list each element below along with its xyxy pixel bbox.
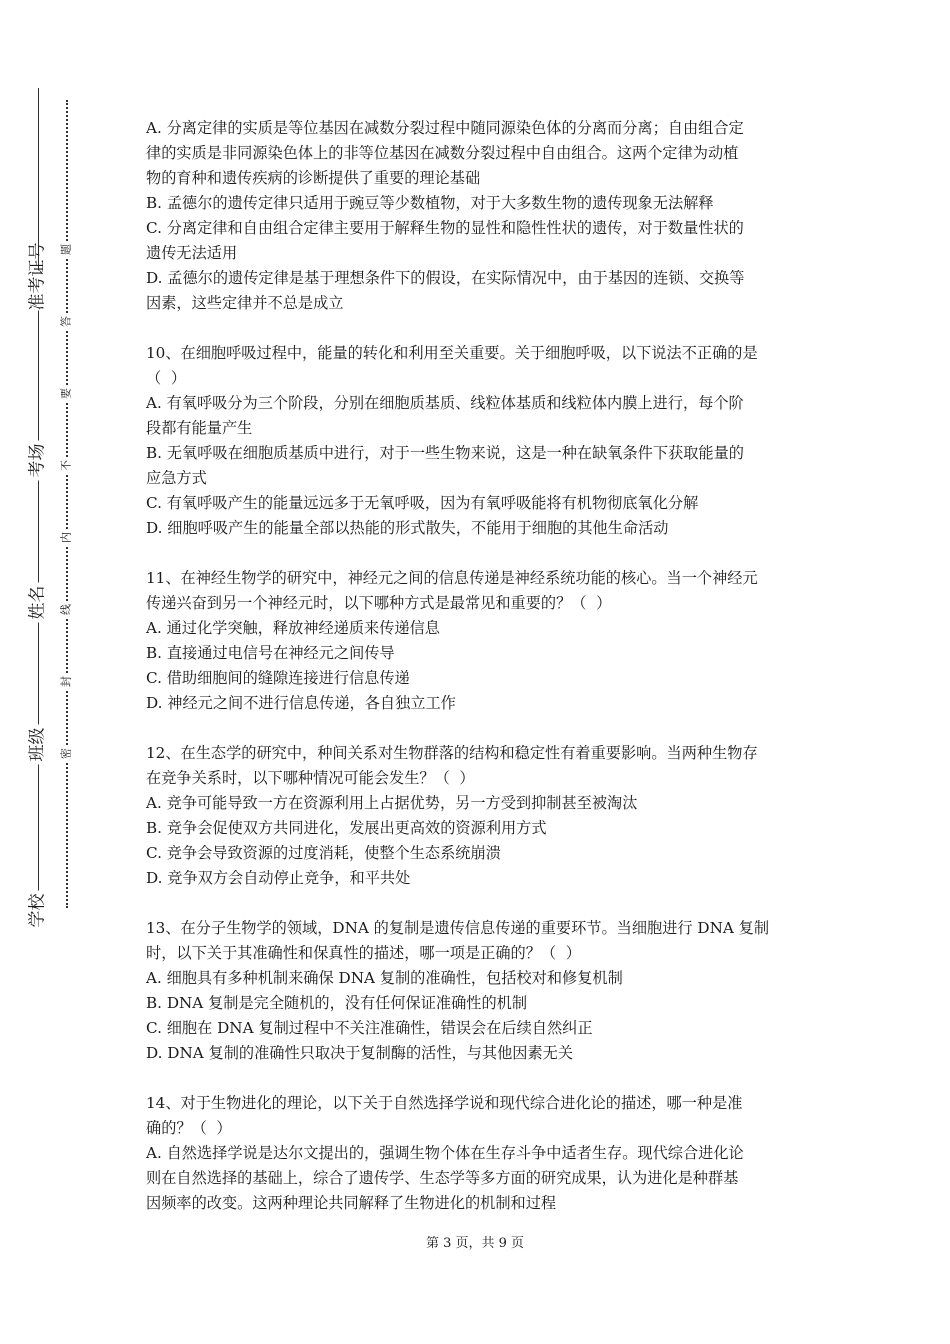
page-number: 第 3 页，共 9 页 — [425, 1236, 525, 1251]
question-stem: 11、在神经生物学的研究中，神经元之间的信息传递是神经系统功能的核心。当一个神经元 — [146, 569, 758, 587]
option-a: A. 通过化学突触，释放神经递质来传递信息 — [146, 619, 440, 637]
field-school-label: 学校 — [30, 891, 47, 931]
seal-char: 不 — [61, 458, 72, 474]
margin-rule-line — [38, 88, 39, 926]
option-a: 段都有能量产生 — [146, 419, 253, 437]
question-stem: 12、在生态学的研究中，种间关系对生物群落的结构和稳定性有着重要影响。当两种生物存 — [146, 744, 758, 762]
seal-char: 要 — [61, 386, 72, 402]
option-d: D. 细胞呼吸产生的能量全部以热能的形式散失，不能用于细胞的其他生命活动 — [146, 519, 669, 537]
text-line: 因素，这些定律并不总是成立 — [146, 294, 344, 312]
option-c: C. 细胞在 DNA 复制过程中不关注准确性，错误会在后续自然纠正 — [146, 1019, 593, 1037]
question-12 — [146, 741, 810, 891]
question-14 — [146, 1091, 810, 1216]
seal-char: 线 — [61, 602, 72, 618]
field-name-label: 姓名 — [30, 583, 47, 623]
option-d: D. 竞争双方会自动停止竞争，和平共处 — [146, 869, 411, 887]
option-a: 则在自然选择的基础上，综合了遗传学、生态学等多方面的研究成果，认为进化是种群基 — [146, 1169, 739, 1187]
field-class-label: 班级 — [30, 725, 47, 765]
question-stem: 10、在细胞呼吸过程中，能量的转化和利用至关重要。关于细胞呼吸，以下说法不正确的是 — [146, 344, 758, 362]
option-c: C. 借助细胞间的缝隙连接进行信息传递 — [146, 669, 410, 687]
seal-char: 答 — [61, 314, 72, 330]
seal-char: 题 — [61, 242, 72, 258]
question-stem: 确的？（ ） — [146, 1119, 232, 1137]
text-line: 律的实质是非同源染色体上的非等位基因在减数分裂过程中自由组合。这两个定律为动植 — [146, 144, 739, 162]
seal-char: 内 — [61, 530, 72, 546]
option-a: 因频率的改变。这两种理论共同解释了生物进化的机制和过程 — [146, 1194, 557, 1212]
option-b: B. DNA 复制是完全随机的，没有任何保证准确性的机制 — [146, 994, 528, 1012]
option-d: D. 神经元之间不进行信息传递，各自独立工作 — [146, 694, 456, 712]
question-11 — [146, 566, 810, 716]
question-9-options — [146, 116, 810, 316]
exam-content — [146, 116, 810, 1216]
question-stem: 传递兴奋到另一个神经元时，以下哪种方式是最常见和重要的？（ ） — [146, 594, 612, 612]
question-stem: （ ） — [146, 369, 187, 387]
option-d: D. DNA 复制的准确性只取决于复制酶的活性，与其他因素无关 — [146, 1044, 574, 1062]
option-c: C. 有氧呼吸产生的能量远远多于无氧呼吸，因为有氧呼吸能将有机物彻底氧化分解 — [146, 494, 699, 512]
field-exam-id-label: 准考证号 — [27, 242, 48, 311]
text-line: 物的育种和遗传疾病的诊断提供了重要的理论基础 — [146, 169, 481, 187]
seal-char: 封 — [61, 674, 72, 690]
option-b: B. 无氧呼吸在细胞质基质中进行，对于一些生物来说，这是一种在缺氧条件下获取能量的 — [146, 444, 744, 462]
binding-margin — [0, 0, 120, 1344]
text-line: B. 孟德尔的遗传定律只适用于豌豆等少数植物，对于大多数生物的遗传现象无法解释 — [146, 194, 714, 212]
option-c: C. 竞争会导致资源的过度消耗，使整个生态系统崩溃 — [146, 844, 501, 862]
text-line: D. 孟德尔的遗传定律是基于理想条件下的假设，在实际情况中，由于基因的连锁、交换等 — [146, 269, 745, 287]
option-a: A. 自然选择学说是达尔文提出的，强调生物个体在生存斗争中适者生存。现代综合进化论 — [146, 1144, 744, 1162]
question-stem: 13、在分子生物学的领域，DNA 的复制是遗传信息传递的重要环节。当细胞进行 DNA 复制 — [146, 919, 770, 937]
seal-char: 密 — [61, 746, 72, 762]
text-line: A. 分离定律的实质是等位基因在减数分裂过程中随同源染色体的分离而分离；自由组合定 — [146, 119, 744, 137]
field-exam-room-label: 考场 — [30, 441, 47, 481]
seal-dotted-line — [66, 100, 68, 908]
option-a: A. 竞争可能导致一方在资源利用上占据优势，另一方受到抑制甚至被淘汰 — [146, 794, 638, 812]
question-13 — [146, 916, 810, 1066]
question-stem: 在竞争关系时，以下哪种情况可能会发生？（ ） — [146, 769, 475, 787]
question-stem: 14、对于生物进化的理论，以下关于自然选择学说和现代综合进化论的描述，哪一种是准 — [146, 1094, 743, 1112]
option-b: B. 竞争会促使双方共同进化，发展出更高效的资源利用方式 — [146, 819, 547, 837]
option-a: A. 细胞具有多种机制来确保 DNA 复制的准确性，包括校对和修复机制 — [146, 969, 623, 987]
option-a: A. 有氧呼吸分为三个阶段，分别在细胞质基质、线粒体基质和线粒体内膜上进行，每个阶 — [146, 394, 744, 412]
question-stem: 时，以下关于其准确性和保真性的描述，哪一项是正确的？（ ） — [146, 944, 581, 962]
text-line: 遗传无法适用 — [146, 244, 238, 262]
text-line: C. 分离定律和自由组合定律主要用于解释生物的显性和隐性性状的遗传，对于数量性状的 — [146, 219, 744, 237]
option-b: B. 直接通过电信号在神经元之间传导 — [146, 644, 395, 662]
option-b: 应急方式 — [146, 469, 207, 487]
question-10 — [146, 341, 810, 541]
